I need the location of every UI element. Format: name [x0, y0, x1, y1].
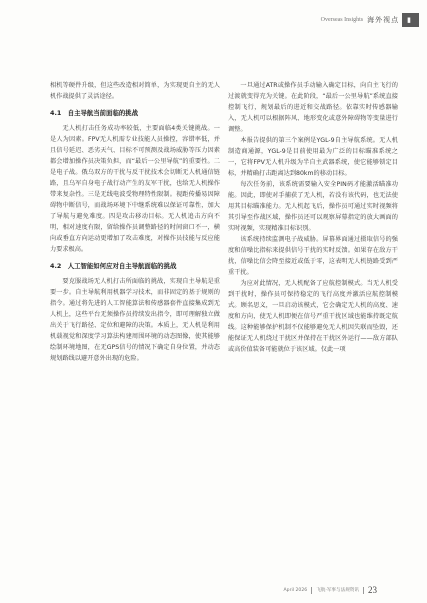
section-heading-4-2: 4.2 人工智能如何应对自主导航面临的挑战 [50, 262, 177, 270]
paragraph-r1: 一旦通过ATR或操作员手动输入确定目标，向自主飞行的过渡就变得充为关键。在此阶段，“最后一公里导航”系统直接控制飞行，规划最后的进近和交战路径。依靠实时传感器输入，无人机可以根据阵风、地形变化或意外障碍物等变量进行调整。 [228, 82, 398, 133]
footer-journal: 飞航·军事与法规资讯 [316, 588, 359, 593]
header-chinese: 海外视点 [367, 16, 400, 24]
left-column [50, 80, 220, 364]
paragraph-r5: 为应对此情况，无人机配备了应航控制模式。当无人机受到干扰时，操作员可保持稳定的飞行高度并激活应航控制模式。顾名思义，一旦启动该模式，它会确定无人机的高度、速度和方向，使无人机即便在信号严重干扰区域也能维持既定航线。这种能够保护机制不仅能够避免无人机因失联而坠毁，还能保证无人机绕过干扰区并保持在干扰区外运行——敌方部队或高价值装备可能就位于该区域。仅此一项 [228, 280, 398, 353]
right-column [228, 80, 398, 355]
paragraph-intro: 相机等硬件升级，但这些改造相对简单，为实现更自主的无人机作战提供了灵活途径。 [50, 82, 220, 100]
paragraph-4-2: 要克服战场无人机打击所面临的挑战，实现自主导航是重要一步。自主导航利用机器学习技术，而非固定的基于规则的指令。通过将先进的人工智能算法和传感器套件直接集成到无人机上，这些平台无须操作员持续发出指令，即可理解独立做出关于飞行路径、定位和避障的决策。本质上，无人机是利用机载视觉和深度学习算法构建周围环境的动态图像，使其能够绘制环境地图，在无GPS信号的情况下确定自身位置，并动态规划路线以避开意外出现的危险。 [50, 278, 220, 362]
section-heading-4-1: 4.1 自主导航当前面临的挑战 [50, 109, 139, 117]
page-footer [284, 585, 377, 595]
footer-date: April 2026 [283, 587, 308, 593]
footer-divider-2 [363, 587, 364, 594]
running-header [321, 13, 419, 27]
paragraph-r3: 每次任务前，该系统需要输入安全PIN码才能激活瞄准功能。因此，即使对手捕获了无人机，若没有该代码，也无法使用其目标瞄准能力。无人机起飞后，操作员可通过实时视频将其引导至作战区域，操作员还可以观察屏幕指定的放大画面的实时视频，实现精准目标识别。 [228, 181, 398, 232]
header-english: Overseas Insights [320, 17, 364, 23]
paragraph-4-1: 无人机打击任务成功率较低，主要面临4类关键挑战。一是人为因素。FPV无人机需专业技能人员操控，容错率低，并且信号延迟、恶劣天气、目标不可预测及战场威胁等压力因素都会增加操作员决策负担，而“最后一公里导航”的重要性。二是电子战。俄乌双方的干扰与反干扰技术会切断无人机通信链路，且乌军自身电子战行动产生的友军干扰，也给无人机操作带来复杂性。三是无线电波受物理特性限制。视距传播易因障碍物中断信号，而战场环境下中继系统难以保证可靠性，加大了导航与避免难度。四是攻击移动目标。无人机追击方向不明，相对速度有限，留给操作员调整路径的时间窗口不一，横向或垂直方向运动更增加了攻击难度，对操作员技能与反应能力要求极高。 [50, 125, 220, 253]
header-badge: ▮ [402, 13, 419, 27]
footer-divider [311, 587, 312, 594]
paragraph-r2: 本报告提供的第三个案例是YGL-9自主导航系统。无人机制造商通源，YGL-9是目前使用最为广泛的目标瞄准系统之一，它将FPV无人机升级为半自主武器系统，使它能够锁定目标，并精确打击距离达到80km的移动目标。 [228, 137, 398, 177]
page-number: 23 [368, 585, 377, 595]
paragraph-r4: 该系统持续监测电子战威胁。屏幕界面通过摄取信号的强度和信噪比指标来提供信号干扰的实时反馈。如果存在敌方干扰，信噪比信会降至接近或低于零，这表明无人机链路受到严重干扰。 [228, 236, 398, 276]
